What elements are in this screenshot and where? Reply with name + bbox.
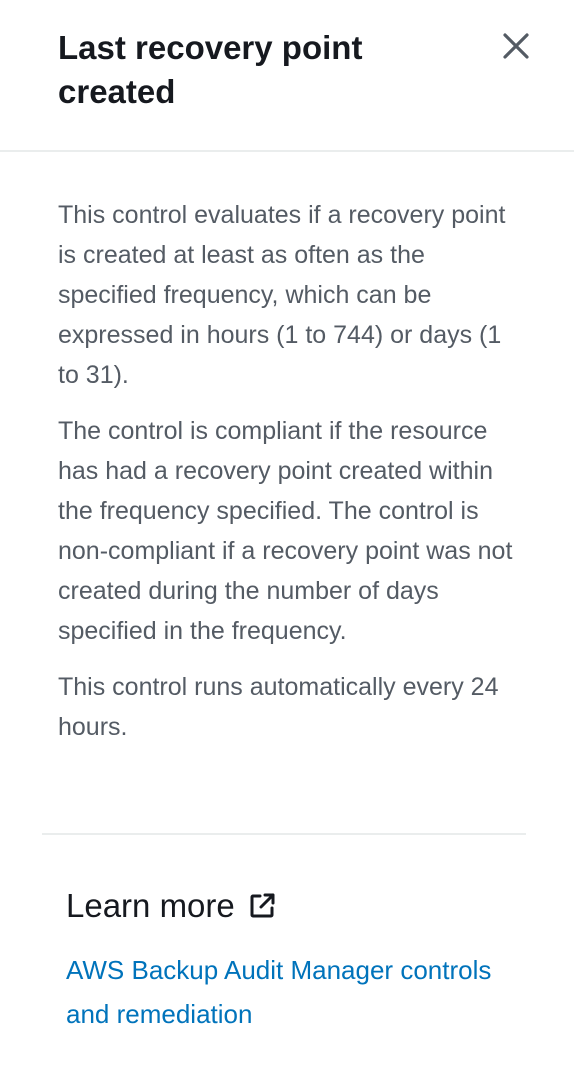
panel-description bbox=[58, 195, 528, 763]
external-link-icon bbox=[247, 891, 277, 921]
learn-more-link[interactable]: AWS Backup Audit Manager controls and remediation bbox=[66, 955, 492, 1029]
description-paragraph-3: This control runs automatically every 24 hours. bbox=[58, 673, 499, 741]
panel-title: Last recovery point created bbox=[58, 29, 363, 110]
panel-header bbox=[0, 0, 574, 152]
learn-more-heading: Learn more bbox=[66, 887, 235, 924]
description-paragraph-2: The control is compliant if the resource has had a recovery point created within the frequency specified. The control is non-compliant if a recovery point was not created during the number of days specified in the frequency. bbox=[58, 417, 513, 645]
close-icon bbox=[501, 31, 531, 61]
description-paragraph-1: This control evaluates if a recovery point is created at least as often as the specified frequency, which can be expressed in hours (1 to 744) or days (1 to 31). bbox=[58, 201, 506, 389]
learn-more-heading-row bbox=[66, 884, 536, 928]
learn-more-section bbox=[66, 884, 536, 1036]
section-divider bbox=[42, 833, 526, 835]
close-button[interactable] bbox=[496, 26, 536, 66]
